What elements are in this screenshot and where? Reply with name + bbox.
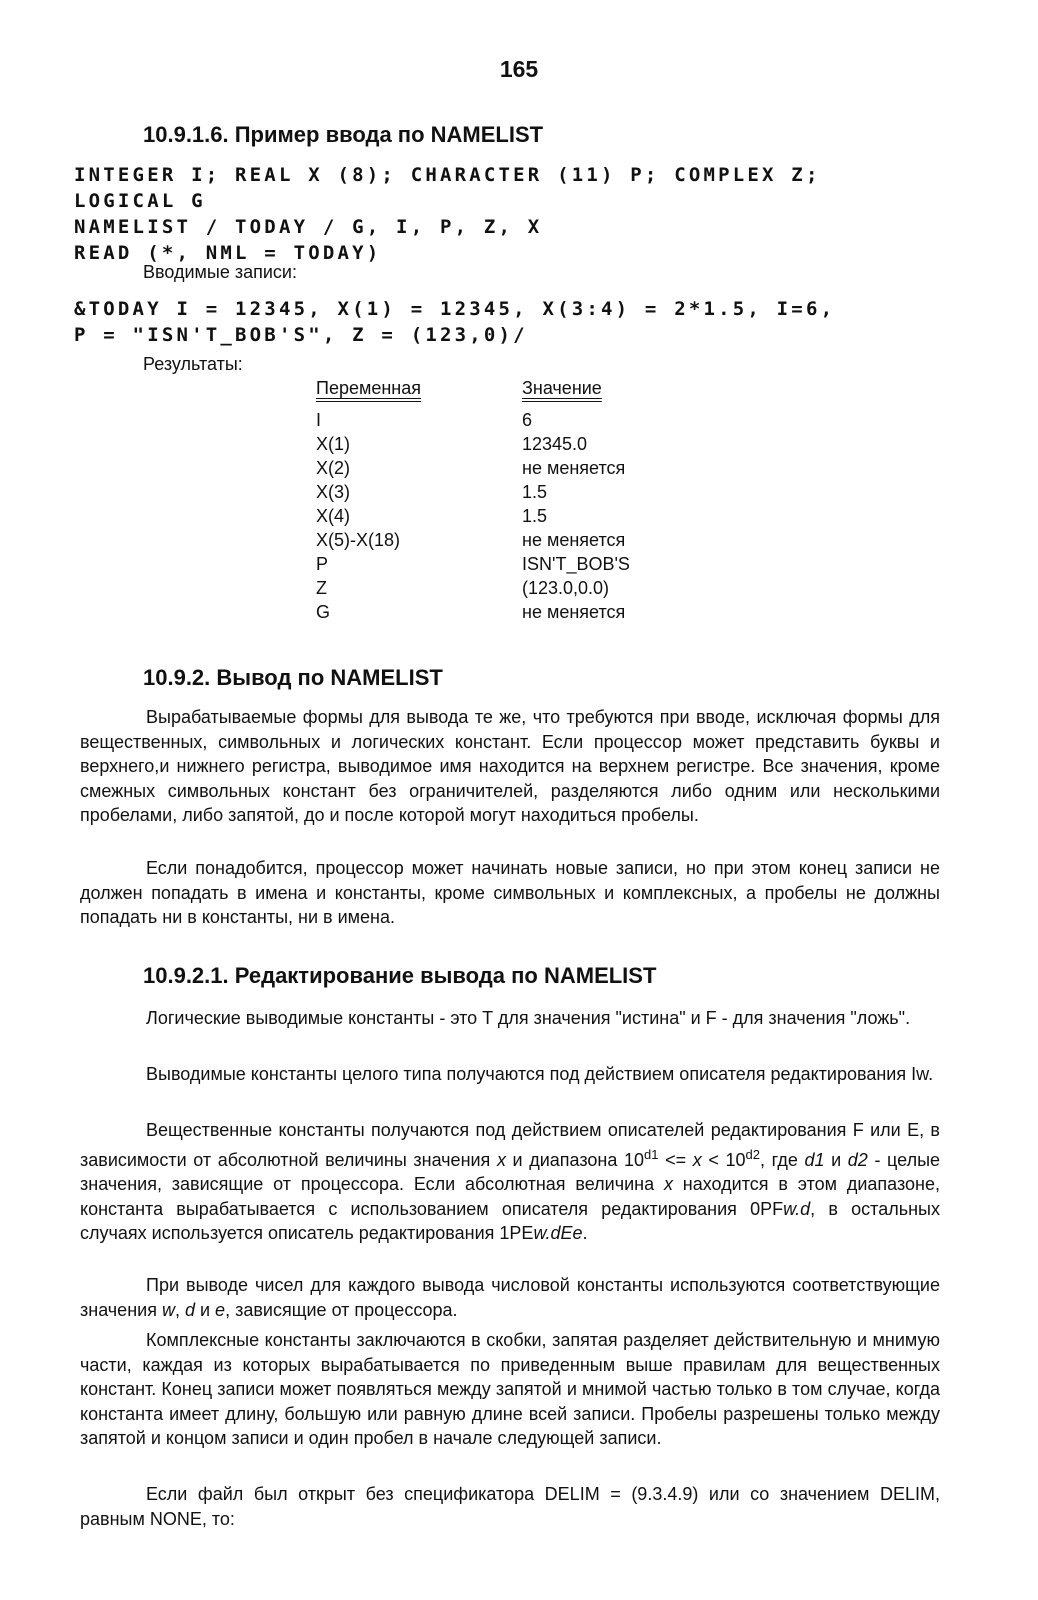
section-heading-output-editing: 10.9.2.1. Редактирование вывода по NAMELIST — [143, 963, 657, 988]
cell-value: не меняется — [522, 458, 626, 478]
paragraph-real-constants — [80, 1118, 940, 1246]
text-run: <= — [658, 1149, 693, 1170]
text-run: находится в этом диапазоне, константа вырабатывается с использованием описателя редактирования 0PF — [80, 1174, 940, 1219]
cell-variable: G — [316, 602, 331, 622]
cell-variable: I — [316, 410, 322, 430]
results-label: Результаты: — [143, 354, 243, 374]
code-block-declarations — [74, 162, 821, 266]
cell-value: 1.5 — [522, 506, 548, 526]
text-run: , в остальных случаях используется описатель редактирования 1PE — [80, 1198, 940, 1243]
code-block-input-records — [74, 296, 835, 348]
cell-value: не меняется — [522, 602, 626, 622]
column-header-variable: Переменная — [316, 378, 421, 398]
cell-value: 6 — [522, 410, 533, 430]
text-run: и — [194, 1299, 216, 1320]
section-heading-namelist-input-example: 10.9.1.6. Пример ввода по NAMELIST — [143, 122, 544, 147]
math-variable: x — [692, 1149, 702, 1170]
column-header-value: Значение — [522, 378, 602, 398]
paragraph-complex-constants: Комплексные константы заключаются в скобки, запятая разделяет действительную и мнимую части, каждая из которых вырабатывается по приведенным выше правилам для вещественных констант. Конец записи может появляться между запятой и мнимой частью только в том случае, когда константа имеет длину, большую или равную длине всей записи. Пробелы разрешены только между запятой и концом записи и один пробел в начале следующей записи. — [80, 1330, 940, 1448]
format-descriptor: w.d — [783, 1198, 811, 1219]
section-heading-namelist-output: 10.9.2. Вывод по NAMELIST — [143, 665, 443, 690]
cell-value: (123.0,0.0) — [522, 578, 610, 598]
text-run: , — [174, 1299, 185, 1320]
code-line: &TODAY I = 12345, X(1) = 12345, X(3:4) = 2*1.5, I=6, — [74, 298, 836, 320]
code-line: INTEGER I; REAL X (8); CHARACTER (11) P; COMPLEX Z; — [74, 164, 821, 186]
superscript: d2 — [745, 1146, 760, 1162]
text-run: и диапазона 10 — [505, 1149, 644, 1170]
math-variable: w — [161, 1299, 175, 1320]
cell-value: 12345.0 — [522, 434, 588, 454]
paragraph-integer-constants: Выводимые константы целого типа получаются под действием описателя редактирования Iw. — [146, 1064, 934, 1084]
cell-variable: X(1) — [316, 434, 351, 454]
cell-value: 1.5 — [522, 482, 548, 502]
cell-variable: Z — [316, 578, 327, 598]
text-run: - целые значения, зависящие от процессора. Если абсолютная величина — [80, 1149, 941, 1194]
text-run: . — [582, 1223, 588, 1243]
text-run: , где — [759, 1149, 805, 1170]
math-variable: d — [184, 1299, 195, 1320]
cell-variable: X(3) — [316, 482, 351, 502]
cell-value: не меняется — [522, 530, 626, 550]
paragraph-numeric-output — [80, 1273, 940, 1322]
text-run: < 10 — [701, 1149, 746, 1170]
math-variable: x — [663, 1174, 673, 1194]
paragraph-new-records: Если понадобится, процессор может начинать новые записи, но при этом конец записи не должен попадать в имена и константы, кроме символьных и комплексных, а пробелы не должны попадать ни в константы, ни в имена. — [80, 858, 940, 927]
paragraph-logical-constants: Логические выводимые константы - это T для значения "истина" и F - для значения "ложь". — [146, 1008, 911, 1028]
format-descriptor: w.dEe — [533, 1223, 583, 1243]
text-run: Вещественные константы получаются под действием описателей редактирования F или E, в зависимости от абсолютной величины значения — [80, 1120, 940, 1170]
math-variable: d1 — [804, 1149, 825, 1170]
code-line: READ (*, NML = TODAY) — [74, 242, 382, 264]
math-variable: d2 — [847, 1149, 868, 1170]
paragraph-delim: Если файл был открыт без спецификатора DELIM = (9.3.4.9) или со значением DELIM, равным NONE, то: — [80, 1484, 940, 1529]
code-line: NAMELIST / TODAY / G, I, P, Z, X — [74, 216, 543, 238]
text-run: , зависящие от процессора. — [225, 1299, 458, 1320]
superscript: d1 — [644, 1146, 659, 1162]
text-run: При выводе чисел для каждого вывода числовой константы используются соответствующие значения — [80, 1275, 940, 1320]
math-variable: e — [215, 1299, 226, 1320]
code-line: P = "ISN'T_BOB'S", Z = (123,0)/ — [74, 324, 528, 346]
cell-variable: X(5)-X(18) — [316, 530, 401, 550]
code-line: LOGICAL G — [74, 190, 206, 212]
input-records-label: Вводимые записи: — [143, 262, 297, 282]
text-run: и — [824, 1149, 848, 1170]
cell-variable: X(4) — [316, 506, 351, 526]
cell-variable: X(2) — [316, 458, 351, 478]
page-number: 165 — [499, 56, 539, 82]
paragraph-output-forms: Вырабатываемые формы для вывода те же, что требуются при вводе, исключая формы для вещественных, символьных и логических констант. Если процессор может представить буквы и верхнего,и нижнего регистра, выводимое имя находится на верхнем регистре. Все значения, кроме смежных символьных констант без ограничителей, разделяются либо одним или несколькими пробелами, либо запятой, до и после которой могут находиться пробелы. — [80, 707, 940, 825]
math-variable: x — [496, 1149, 506, 1170]
cell-variable: P — [316, 554, 329, 574]
cell-value: ISN'T_BOB'S — [522, 554, 630, 574]
